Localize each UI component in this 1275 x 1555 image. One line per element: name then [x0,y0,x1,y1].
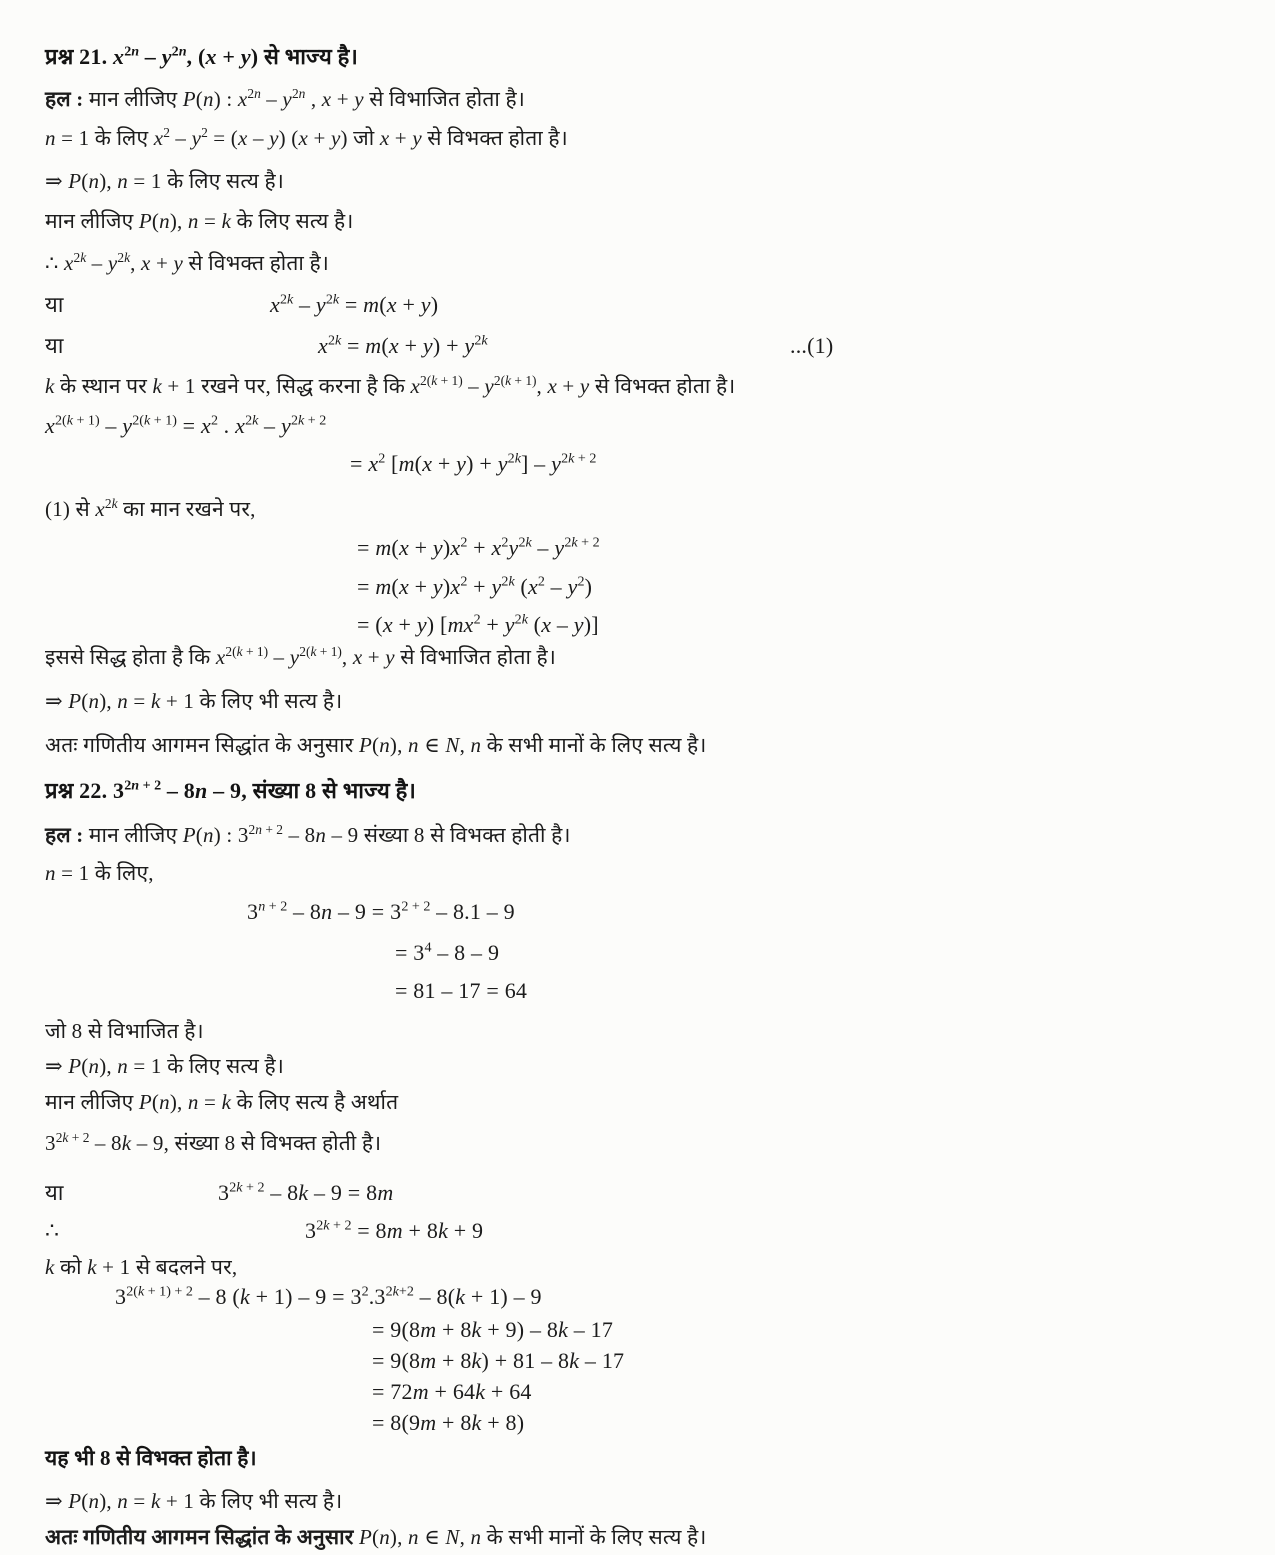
line-text: $x^{2k} = m(x + y) + y^{2k}$ [318,332,488,358]
line-text: प्रश्न 21. $x^{2n} - y^{2n}$, (x + y) से भाज्य है। [45,43,359,69]
text-line [45,686,342,716]
line-text: = $m(x + y)x^2 + x^2y^{2k} - y^{2k + 2}$ [357,534,600,560]
equation-line [395,976,527,1006]
line-text: हल : मान लीजिए P(n) : $3^{2n + 2} - 8n - 9$ संख्या 8 से विभक्त होती है। [45,822,571,847]
question-heading [45,42,358,72]
text-line [45,1486,342,1516]
line-text: $3^{2k + 2} - 8k - 9 = 8m$ [218,1179,394,1205]
question-heading [45,776,416,806]
equation-line [45,411,326,441]
text-line [45,1051,284,1081]
text-line [45,858,154,888]
line-text: n = 1 के लिए $x^2 - y^2 = (x - y) (x + y)$ जो x + y से विभक्त होता है। [45,125,568,150]
line-text: जो 8 से विभाजित है। [45,1019,204,1043]
line-text: = $3^4 - 8 - 9$ [395,939,500,965]
equation-line [45,331,834,361]
text-line [45,1252,237,1282]
line-text: ⇒ P(n), n = k + 1 के लिए भी सत्य है। [45,689,343,713]
line-text: k को k + 1 से बदलने पर, [45,1255,238,1279]
text-line [45,1522,707,1552]
equation-connector-label: ∴ [45,1218,60,1243]
equation-line [357,533,600,563]
equation-line [395,938,499,968]
line-text: $3^{n + 2} - 8n - 9 = 3^{2 + 2} - 8.1 - 9$ [247,898,515,924]
text-line [45,123,568,153]
text-line [45,494,256,524]
equation-connector-label: या [45,333,64,358]
line-text: अतः गणितीय आगमन सिद्धांत के अनुसार P(n), n ∈ N, n के सभी मानों के लिए सत्य है। [45,733,707,757]
line-text: = (x + y) [$mx^2 + y^{2k}$ (x – y)] [357,611,599,637]
equation-line [372,1408,524,1438]
text-line [45,820,571,850]
text-line [45,371,735,401]
equation-line [115,1282,542,1312]
line-text: $x^{2(k + 1)} - y^{2(k + 1)} = x^2$ . $x^{2k} - y^{2k + 2}$ [45,412,327,438]
equation-line [357,610,599,640]
equation-line [247,897,515,927]
text-line [45,206,354,236]
line-text: = $x^2$ $[m(x + y) + y^{2k}] - y^{2k + 2}$ [350,450,597,476]
line-text: ⇒ P(n), n = k + 1 के लिए भी सत्य है। [45,1489,343,1513]
line-text: यह भी 8 से विभक्त होता है। [45,1446,257,1470]
line-text: = 8(9m + 8k + 8) [372,1410,525,1435]
text-line [45,1443,257,1473]
line-text: ⇒ P(n), n = 1 के लिए सत्य है। [45,1054,285,1078]
line-text: अतः गणितीय आगमन सिद्धांत के अनुसार P(n), n ∈ N, n के सभी मानों के लिए सत्य है। [45,1525,707,1549]
line-text: इससे सिद्ध होता है कि $x^{2(k + 1)} - y^{2(k + 1)}$, x + y से विभाजित होता है। [45,644,557,669]
line-text: $3^{2k + 2} - 8k - 9$, संख्या 8 से विभक्त होती है। [45,1130,382,1155]
line-text: k के स्थान पर k + 1 रखने पर, सिद्ध करना है कि $x^{2(k + 1)} - y^{2(k + 1)}$, x + y से विभक्त होता है। [45,373,736,398]
line-text: = 9(8m + 8k) + 81 – 8k – 17 [372,1348,625,1373]
equation-number: ...(1) [790,333,834,358]
text-line [45,248,329,278]
text-line [45,166,284,196]
line-text: (1) से $x^{2k}$ का मान रखने पर, [45,496,256,521]
equation-line [45,290,439,320]
line-text: n = 1 के लिए, [45,861,154,885]
line-text: मान लीजिए P(n), n = k के लिए सत्य है अर्थात [45,1090,399,1114]
line-text: = 81 – 17 = 64 [395,978,528,1003]
equation-connector-label: या [45,292,64,317]
text-line [45,84,525,114]
text-line [45,1016,204,1046]
line-text: $x^{2k} - y^{2k} = m(x + y)$ [270,291,439,317]
equation-line [372,1346,624,1376]
text-line [45,1087,398,1117]
line-text: = 9(8m + 8k + 9) – 8k – 17 [372,1317,614,1342]
line-text: = 72m + 64k + 64 [372,1379,532,1404]
line-text: = $m(x + y)x^2 + y^{2k}$ $(x^2 - y^2)$ [357,573,593,599]
line-text: $3^{2k + 2} = 8m + 8k + 9$ [305,1217,484,1243]
line-text: प्रश्न 22. $3^{2n + 2} - 8n - 9$, संख्या 8 से भाज्य है। [45,777,417,803]
equation-line [372,1315,613,1345]
line-text: ⇒ P(n), n = 1 के लिए सत्य है। [45,169,285,193]
line-text: ∴ $x^{2k} - y^{2k}$, x + y से विभक्त होता है। [45,250,329,275]
equation-connector-label: या [45,1180,64,1205]
equation-line [45,1216,484,1246]
equation-line [350,449,596,479]
line-text: हल : मान लीजिए P(n) : $x^{2n} - y^{2n}$ , x + y से विभाजित होता है। [45,86,525,111]
text-line [45,1128,381,1158]
text-line [45,730,707,760]
line-text: मान लीजिए P(n), n = k के लिए सत्य है। [45,209,354,233]
equation-line [45,1178,394,1208]
equation-line [372,1377,532,1407]
equation-line [357,572,592,602]
line-text: $3^{2(k + 1) + 2} - 8$ $(k + 1) - 9 = 3^2.3^{2k+2} - 8(k + 1) - 9$ [115,1283,542,1309]
text-line [45,642,556,672]
